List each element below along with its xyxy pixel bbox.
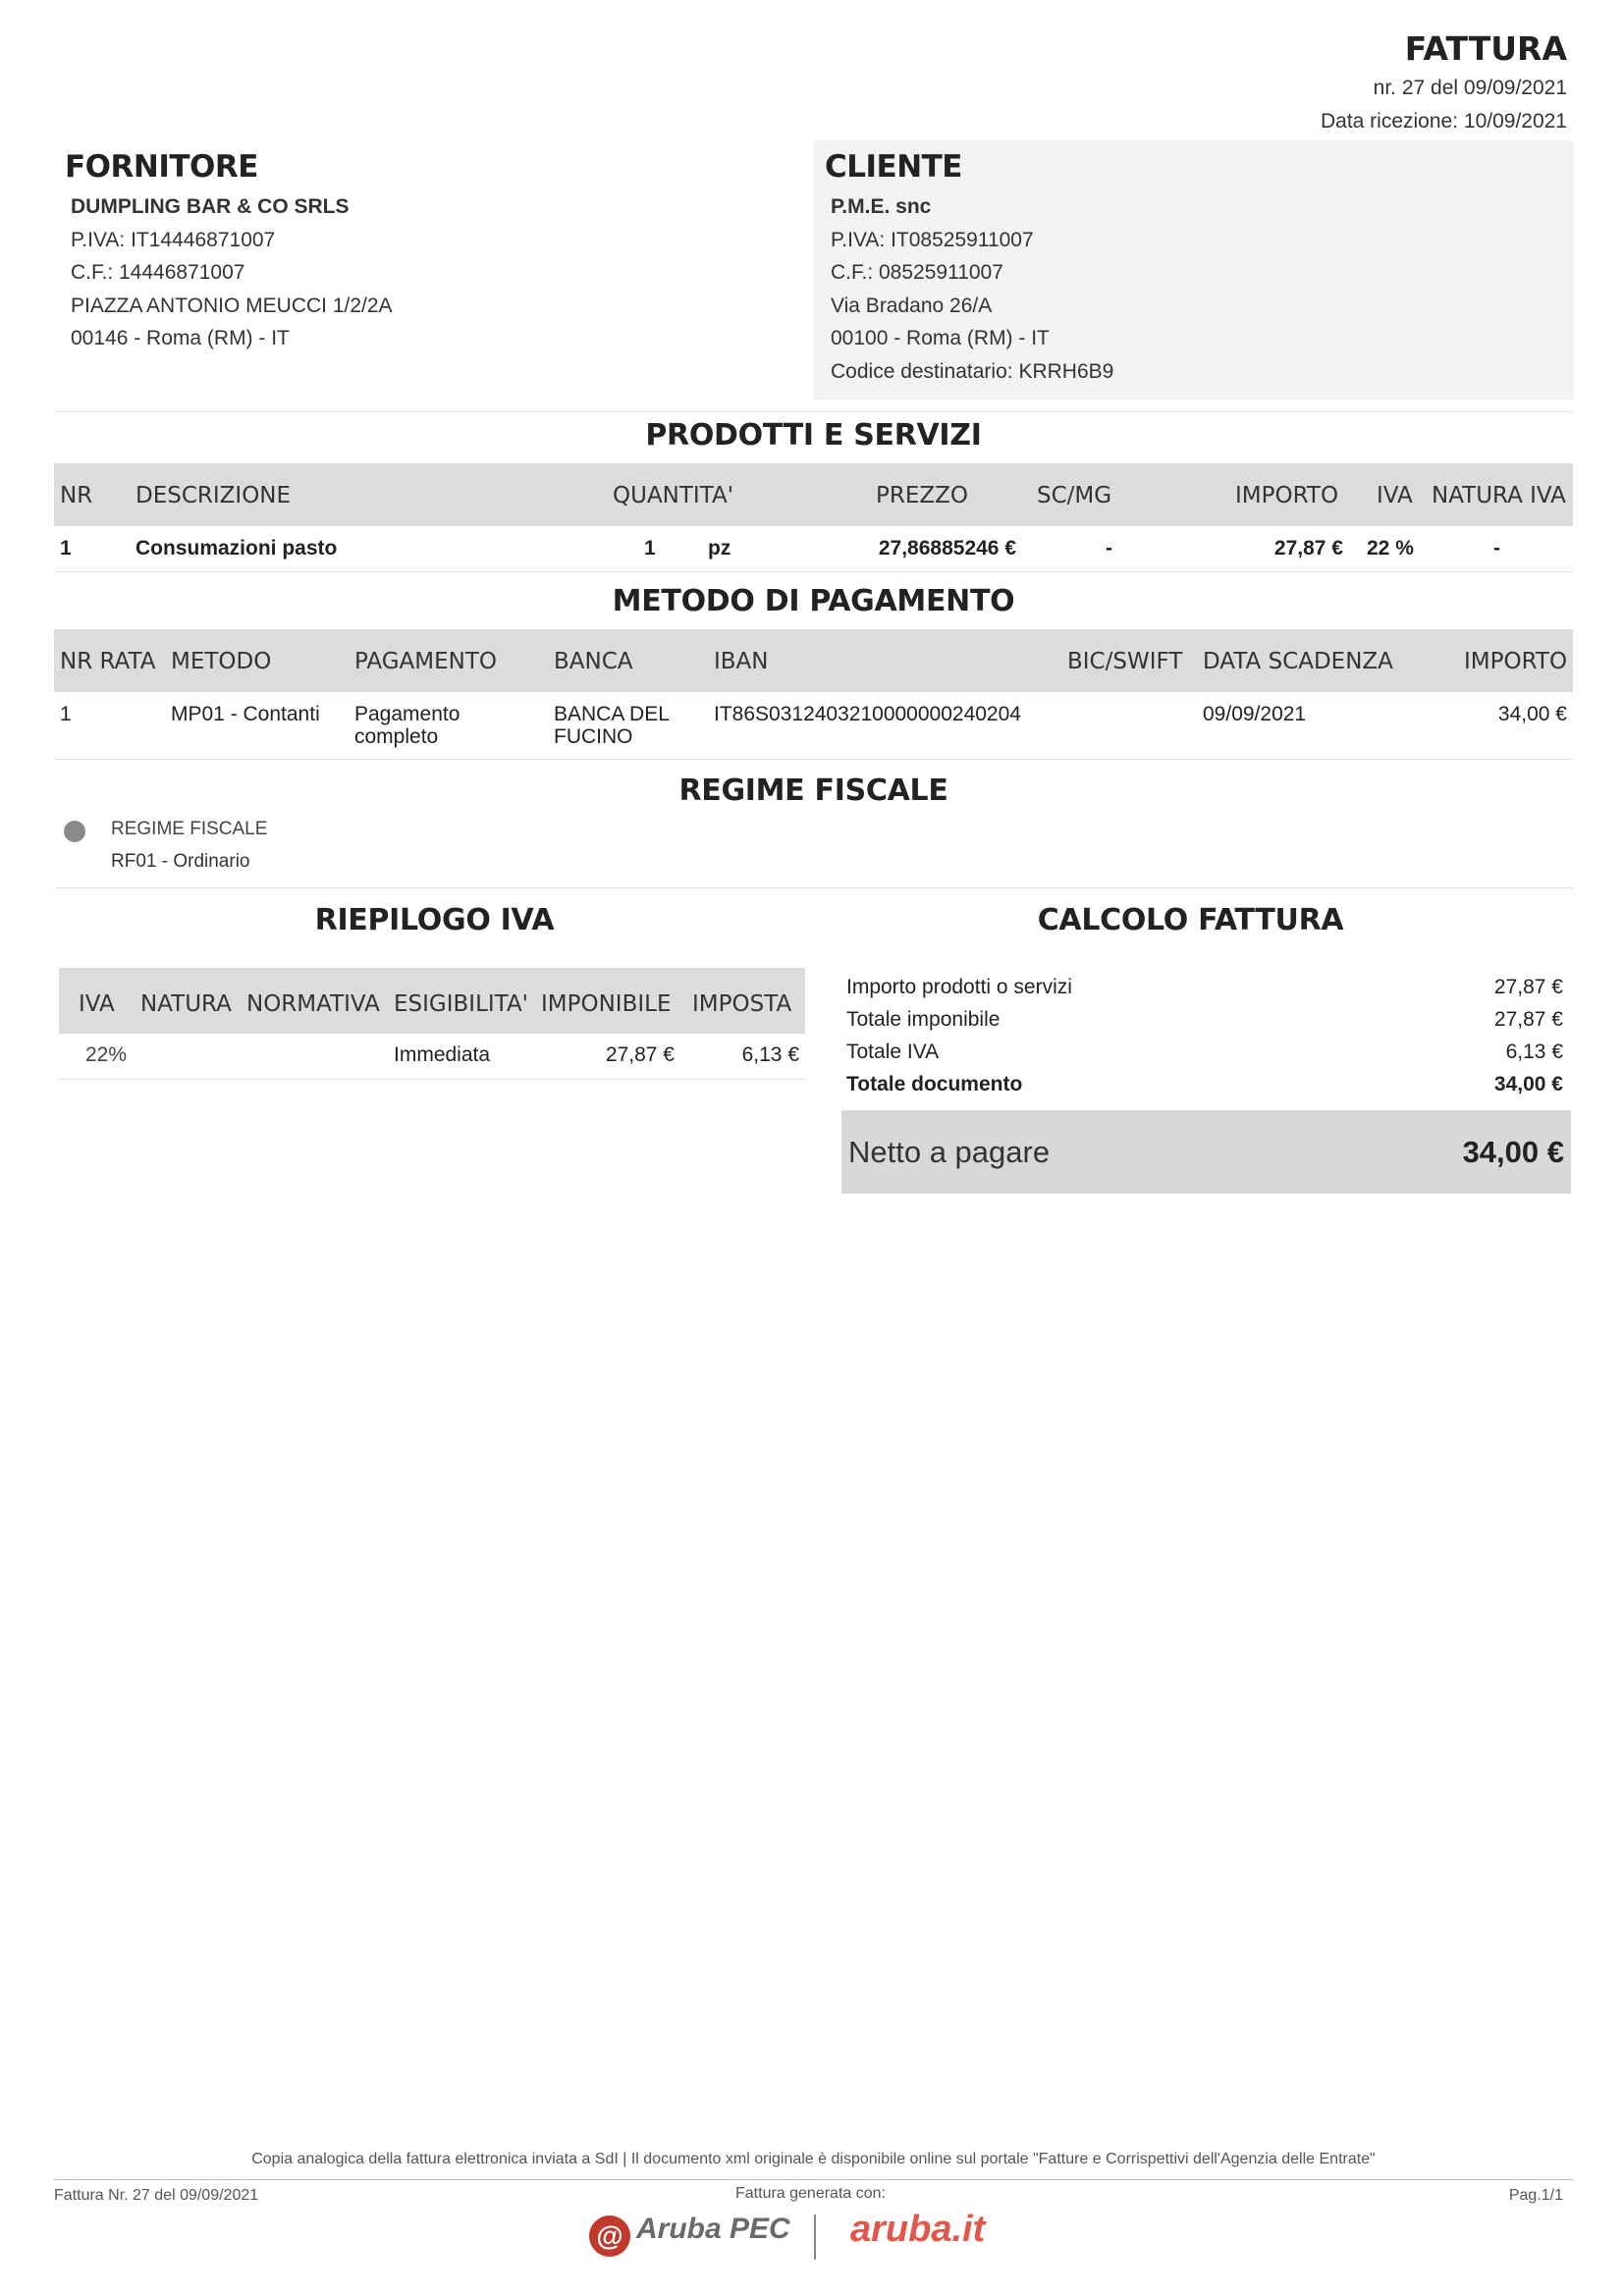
calcolo-label: Totale imponibile (846, 1008, 1001, 1031)
footer-generated-with: Fattura generata con: (735, 2185, 886, 2202)
cell-iban: IT86S0312403210000000240204 (714, 703, 1021, 725)
client-tax-code: C.F.: 08525911007 (831, 261, 1003, 284)
total-document-value: 34,00 € (1493, 1073, 1563, 1095)
cell-imponibile: 27,87 € (605, 1043, 675, 1066)
calcolo-line (846, 976, 1563, 1008)
supplier-block (65, 149, 752, 355)
supplier-name: DUMPLING BAR & CO SRLS (71, 195, 350, 218)
col-nr: NR (60, 483, 93, 508)
products-table-header (54, 463, 1573, 526)
cell-natura-iva: - (1493, 537, 1500, 560)
cell-pagamento (354, 703, 460, 748)
aruba-pec-logo: Aruba PEC (636, 2213, 790, 2245)
regime-title: REGIME FISCALE (678, 774, 948, 808)
supplier-vat: P.IVA: IT14446871007 (71, 228, 276, 251)
cell-scmg: - (1106, 537, 1112, 560)
col-natura-iva: NATURA IVA (1432, 483, 1566, 508)
cell-banca (554, 703, 670, 748)
at-icon: @ (596, 2220, 623, 2251)
footer-invoice-ref: Fattura Nr. 27 del 09/09/2021 (54, 2187, 259, 2204)
cell-pagamento-line1: Pagamento (354, 703, 460, 725)
cell-iva: 22 % (1367, 537, 1414, 560)
net-to-pay-value: 34,00 € (1462, 1135, 1564, 1169)
divider (54, 887, 1573, 888)
riepilogo-title: RIEPILOGO IVA (314, 903, 555, 937)
supplier-tax-code: C.F.: 14446871007 (71, 261, 245, 284)
supplier-address: PIAZZA ANTONIO MEUCCI 1/2/2A (71, 294, 393, 317)
col-quantita: QUANTITA' (613, 483, 734, 508)
bullet-icon (64, 821, 85, 842)
col-iva: IVA (1377, 483, 1413, 508)
col-scmg: SC/MG (1037, 483, 1112, 508)
cell-importo: 27,87 € (1273, 537, 1343, 560)
col-iva: IVA (79, 991, 115, 1017)
client-name: P.M.E. snc (831, 195, 932, 218)
cell-nr-rata: 1 (60, 703, 72, 725)
page-number: Pag.1/1 (1508, 2187, 1563, 2204)
document-title: FATTURA (1404, 29, 1567, 68)
logo-separator (814, 2215, 816, 2260)
divider (54, 759, 1573, 760)
col-metodo: METODO (171, 649, 272, 674)
divider (59, 1079, 805, 1080)
cell-importo: 34,00 € (1497, 703, 1567, 725)
client-heading: CLIENTE (825, 149, 962, 185)
cell-esigibilita: Immediata (394, 1043, 491, 1066)
calcolo-value: 27,87 € (1493, 1008, 1563, 1031)
client-address: Via Bradano 26/A (831, 294, 993, 317)
table-row (54, 692, 1573, 759)
cell-banca-line2: FUCINO (554, 725, 633, 748)
col-pagamento: PAGAMENTO (354, 649, 498, 674)
calcolo-line (846, 1041, 1563, 1073)
col-data-scadenza: DATA SCADENZA (1203, 649, 1393, 674)
supplier-city: 00146 - Roma (RM) - IT (71, 327, 290, 349)
footer-note: Copia analogica della fattura elettronica inviata a SdI | Il documento xml originale è disponibile online sul portale "Fatture e Corrispettivi dell'Agenzia delle Entrate" (251, 2151, 1376, 2167)
aruba-it-logo: aruba.it (850, 2209, 986, 2250)
cell-pagamento-line2: completo (354, 725, 439, 748)
table-row (59, 1034, 805, 1079)
products-title: PRODOTTI E SERVIZI (645, 418, 982, 453)
col-banca: BANCA (554, 649, 633, 674)
calcolo-value: 27,87 € (1493, 976, 1563, 998)
cell-iva: 22% (85, 1043, 128, 1066)
col-esigibilita: ESIGIBILITA' (394, 991, 529, 1017)
cell-metodo: MP01 - Contanti (171, 703, 320, 725)
table-row (54, 526, 1573, 571)
supplier-heading: FORNITORE (65, 149, 258, 185)
cell-nr: 1 (60, 537, 72, 560)
net-to-pay-box (841, 1110, 1571, 1194)
calcolo-title: CALCOLO FATTURA (1037, 903, 1344, 937)
invoice-number: nr. 27 del 09/09/2021 (1373, 77, 1567, 99)
calcolo-line (846, 1073, 1563, 1105)
cell-banca-line1: BANCA DEL (554, 703, 670, 725)
regime-value: RF01 - Ordinario (111, 851, 250, 872)
col-normativa: NORMATIVA (246, 991, 380, 1017)
calcolo-lines (846, 976, 1563, 1105)
cell-data-scadenza: 09/09/2021 (1203, 703, 1307, 725)
col-importo: IMPORTO (1235, 483, 1339, 508)
divider (54, 411, 1573, 412)
col-imponibile: IMPONIBILE (541, 991, 672, 1017)
riepilogo-table-header (59, 968, 805, 1034)
col-nr-rata: NR RATA (60, 649, 156, 674)
calcolo-value: 6,13 € (1505, 1041, 1563, 1063)
divider (54, 571, 1573, 572)
total-document-label: Totale documento (846, 1073, 1023, 1095)
net-to-pay-label: Netto a pagare (848, 1135, 1051, 1169)
payment-title: METODO DI PAGAMENTO (612, 584, 1015, 618)
col-iban: IBAN (714, 649, 769, 674)
regime-label: REGIME FISCALE (111, 819, 268, 839)
calcolo-line (846, 1008, 1563, 1041)
client-recipient-code: Codice destinatario: KRRH6B9 (831, 359, 1114, 383)
col-descrizione: DESCRIZIONE (135, 483, 292, 508)
payment-table-header (54, 629, 1573, 692)
client-city: 00100 - Roma (RM) - IT (831, 327, 1050, 349)
col-bic-swift: BIC/SWIFT (1067, 649, 1183, 674)
calcolo-label: Totale IVA (846, 1041, 940, 1063)
client-block (825, 149, 1551, 388)
footer-divider (54, 2179, 1573, 2180)
cell-unita: pz (708, 537, 731, 560)
col-natura: NATURA (140, 991, 232, 1017)
cell-imposta: 6,13 € (741, 1043, 799, 1066)
receipt-date: Data ricezione: 10/09/2021 (1320, 110, 1567, 133)
col-importo: IMPORTO (1464, 649, 1568, 674)
col-prezzo: PREZZO (876, 483, 968, 508)
cell-quantita: 1 (644, 537, 656, 560)
cell-prezzo: 27,86885246 € (878, 537, 1016, 560)
client-vat: P.IVA: IT08525911007 (831, 228, 1034, 251)
col-imposta: IMPOSTA (692, 991, 792, 1017)
cell-descrizione: Consumazioni pasto (135, 537, 338, 560)
calcolo-label: Importo prodotti o servizi (846, 976, 1072, 998)
